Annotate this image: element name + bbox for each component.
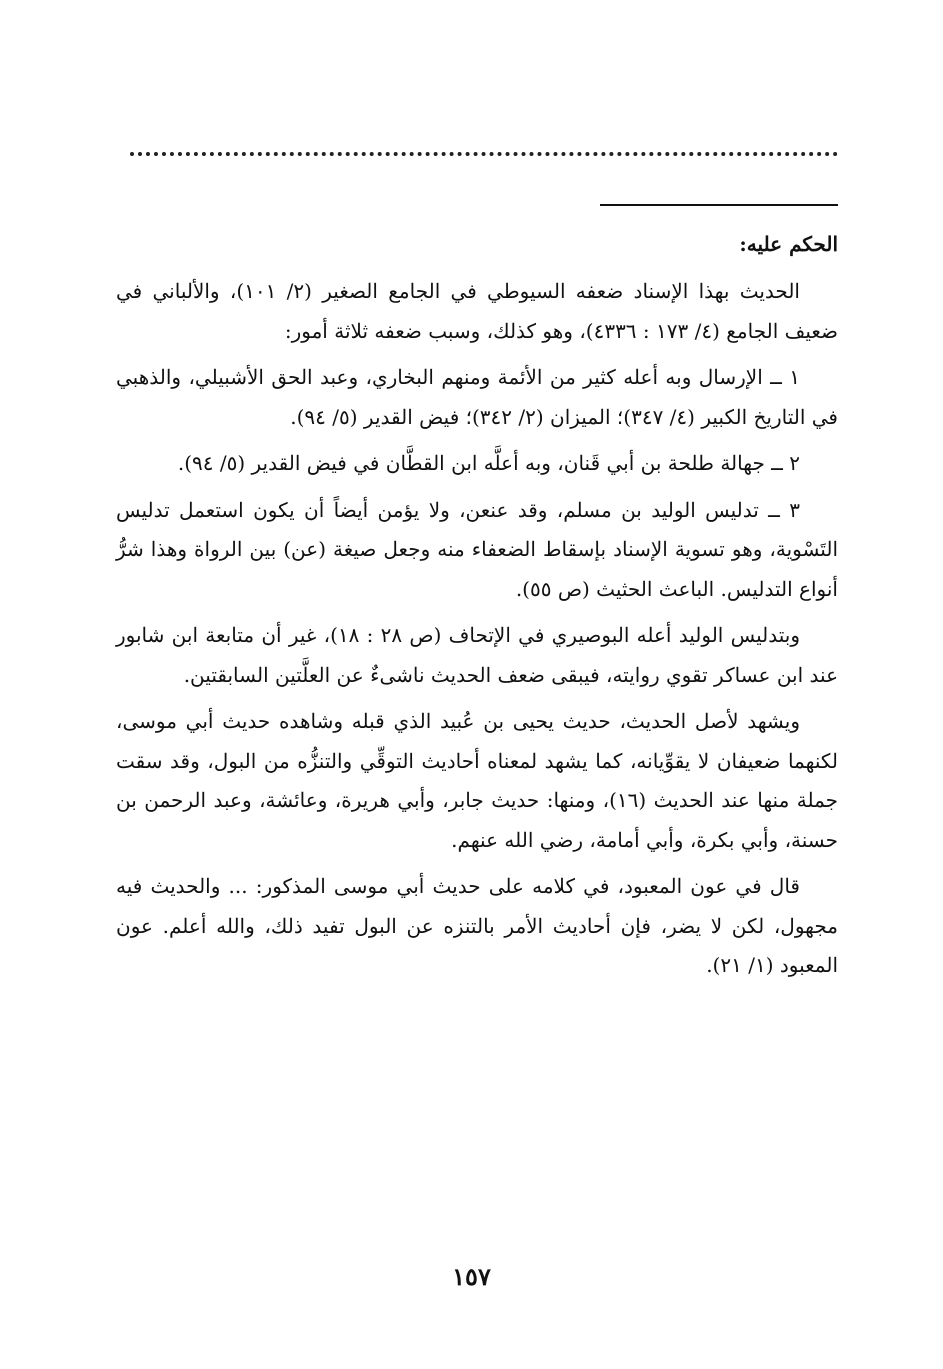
paragraph-reason-2: ٢ ــ جهالة طلحة بن أبي قَنان، وبه أعلَّه ابن القطَّان في فيض القدير (٥/ ٩٤). [177, 451, 800, 475]
dotted-separator [130, 152, 838, 156]
section-heading: الحكم عليه: [739, 232, 838, 256]
paragraph-witnesses: ويشهد لأصل الحديث، حديث يحيى بن عُبيد الذي قبله وشاهده حديث أبي موسى، لكنهما ضعيفان لا يقوِّيانه، كما يشهد لمعناه أحاديث التوقِّي والتنزُّه من البول، وقد سقت جملة منها عند الحديث (١٦)، ومنها: حديث جابر، وأبي هريرة، وعائشة، وعبد الرحمن بن حسنة، وأبي بكرة، وأبي أمامة، رضي الله عنهم. [116, 709, 838, 852]
paragraph-awn-quote: قال في عون المعبود، في كلامه على حديث أبي موسى المذكور: ... والحديث فيه مجهول، لكن لا يضر، فإن أحاديث الأمر بالتنزه عن البول تفيد ذلك، والله أعلم. عون المعبود (١/ ٢١). [116, 874, 839, 977]
paragraph-intro: الحديث بهذا الإسناد ضعفه السيوطي في الجامع الصغير (٢/ ١٠١)، والألباني في ضعيف الجامع (٤/ ١٧٣ : ٤٣٣٦)، وهو كذلك، وسبب ضعفه ثلاثة أمور: [116, 279, 838, 343]
main-text [116, 226, 838, 993]
paragraph-busiri: وبتدليس الوليد أعله البوصيري في الإتحاف (ص ٢٨ : ١٨)، غير أن متابعة ابن شابور عند ابن عساكر تقوي روايته، فيبقى ضعف الحديث ناشىءٌ عن العلَّتين السابقتين. [116, 623, 838, 687]
footnote-rule [600, 204, 838, 206]
page-number: ١٥٧ [452, 1262, 491, 1291]
paragraph-reason-1: ١ ــ الإرسال وبه أعله كثير من الأئمة ومنهم البخاري، وعبد الحق الأشبيلي، والذهبي في التاريخ الكبير (٤/ ٣٤٧)؛ الميزان (٢/ ٣٤٢)؛ فيض القدير (٥/ ٩٤). [116, 365, 838, 429]
paragraph-reason-3: ٣ ــ تدليس الوليد بن مسلم، وقد عنعن، ولا يؤمن أيضاً أن يكون استعمل تدليس التَسْوية، وهو تسوية الإسناد بإسقاط الضعفاء منه وجعل صيغة (عن) بين الرواة وهذا شرُّ أنواع التدليس. الباعث الحثيث (ص ٥٥). [116, 497, 838, 601]
